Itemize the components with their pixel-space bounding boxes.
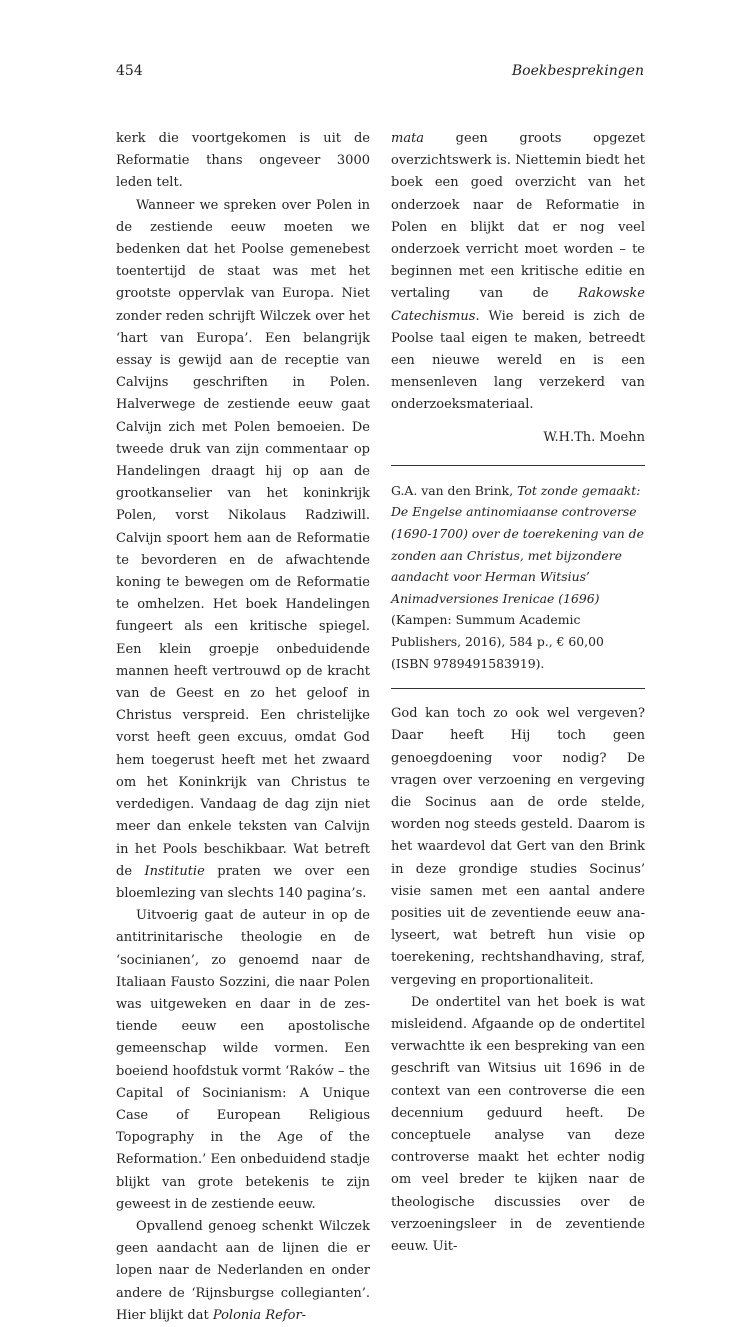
citation-author: G.A. van den Brink, xyxy=(391,482,518,498)
text-run: Opvallend genoeg schenkt Wilczek geen aandacht aan de lijnen die er lopen naar de Nederlanden en onder andere de ‘Rijnsburgse collegianten’. Hier blijkt dat xyxy=(116,1218,370,1323)
text-run: Wanneer we spreken over Polen in de zestiende eeuw moeten we bedenken dat het Poolse gemenebest toentertijd de staat was met het grootste oppervlak van Europa. Niet zonder reden schrijft Wilczek over het ‘hart van Europa’. Een belangrijk essay is gewijd aan de receptie van Calvijns geschriften in Polen. Halverwege de zestiende eeuw gaat Calvijn zich met Polen bemoeien. De tweede druk van zijn commentaar op Handelingen draagt hij op aan de grootkanselier van het koninkrijk Polen, vorst Nikolaus Radziwill. Calvijn spoort hem aan de Reformatie te bevorderen en de afwachtende koning te bewegen om de Reformatie te omhelzen. Het boek Handelingen fungeert als een kritische spiegel. Een klein groepje onbeduidende mannen heeft vertrouwd op de kracht van de Geest en zo het geloof in Christus verspreid. Een christelijke vorst heeft geen excuus, omdat God hem toegerust heeft met het zwaard om het Koninkrijk van Christus te verdedigen. Vandaag de dag zijn niet meer dan enkele teksten van Calvijn in het Pools beschikbaar. Wat betreft de xyxy=(116,197,370,879)
text-run: geen groots opgezet overzichtswerk is. Niettemin biedt het boek een goed overzicht van het onderzoek naar de Reformatie in Polen en blijkt dat er nog veel onderzoek verricht moet worden – te beginnen met een kritische editie en vertaling van de xyxy=(391,131,645,302)
paragraph: God kan toch zo ook wel vergeven? Daar heeft Hij toch geen genoegdoening voor nodig? De vragen over verzoening en vergeving die Socinus aan de orde stelde, worden nog steeds gesteld. Daarom is het waardevol dat Gert van den Brink in deze grondige studies Socinus’ visie samen met een aantal andere posities uit de zeventiende eeuw analyseert, wat betreft hun visie op toerekening, rechtshandhaving, straf, vergeving en proportionaliteit. xyxy=(391,706,645,988)
reviewer-signature: W.H.Th. Moehn xyxy=(543,429,645,445)
paragraph xyxy=(391,128,645,417)
divider xyxy=(391,688,645,689)
italic-title: Institutie xyxy=(144,863,205,879)
citation-details: (Kampen: Summum Academic Publishers, 2016), 584 p., € 60,00 (ISBN 9789491583919). xyxy=(391,612,604,671)
paragraph: De ondertitel van het boek is wat misleidend. Afgaande op de ondertitel verwachtte ik een bespreking van een geschrift van Witsius uit 1696 in de context van een controverse die een decennium geduurd heeft. De conceptuele analyse van deze controverse maakt het echter nodig om veel breder te kijken naar de theologische discussies over de verzoeningsleer in de zeventiende eeuw. Uit- xyxy=(391,994,645,1255)
italic-title: mata xyxy=(391,131,425,146)
text-run: praten we over een bloemlezing van slechts 140 pagina’s. xyxy=(116,863,371,901)
page-number: 454 xyxy=(116,63,143,79)
left-column xyxy=(116,128,370,1327)
paragraph xyxy=(116,1216,370,1327)
right-column xyxy=(391,128,645,1258)
bibliographic-entry xyxy=(391,480,645,674)
paragraph: Uitvoerig gaat de auteur in op de antitrinitarische theologie en de ‘socinianen’, zo genoemd naar de Italiaan Fausto Sozzini, die naar Polen was uitgeweken en daar in de zestiende eeuw een apostolische gemeenschap wilde vormen. Een boeiend hoofdstuk vormt ‘Raków – the Capital of Socinianism: A Unique Case of European Religious Topography in the Age of the Reformation.’ Een onbeduidend stadje blijkt van grote betekenis te zijn geweest in de zestiende eeuw. xyxy=(116,908,370,1212)
text-run: . Wie bereid is zich de Poolse taal eigen te maken, betreedt een nieuwe wereld en is een mensenleven lang verzekerd van onderzoeksmateriaal. xyxy=(391,308,645,413)
divider xyxy=(391,465,645,466)
italic-title: Rakowske Catechismus xyxy=(391,286,645,324)
italic-title: Polonia Refor- xyxy=(212,1307,307,1323)
paragraph: kerk die voortgekomen is uit de Reformatie thans ongeveer 3000 leden telt. xyxy=(116,131,370,191)
citation xyxy=(391,480,645,674)
paragraph xyxy=(116,195,370,906)
citation-title: Tot zonde gemaakt: De Engelse antinomiaanse controverse (1690-1700) over de toerekening van de zonden aan Christus, met bijzondere aandacht voor Herman Witsius’ Animadversiones Irenicae (1696) xyxy=(391,482,644,606)
running-head: Boekbesprekingen xyxy=(511,63,644,79)
